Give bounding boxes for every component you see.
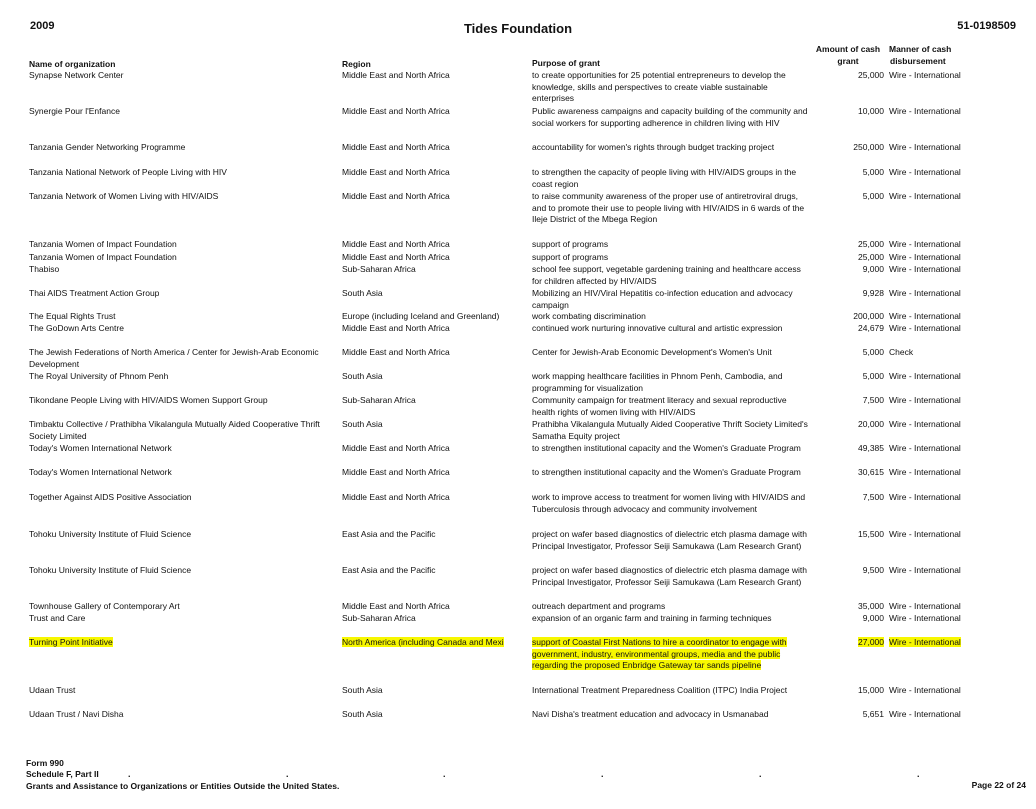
amount-cell: 9,000 [862,264,884,274]
disbursement-cell: Wire - International [889,191,961,201]
org-name-cell: The Equal Rights Trust [29,311,116,321]
amount-cell: 250,000 [853,142,884,152]
amount-cell: 20,000 [858,419,884,429]
purpose-cell: work to improve access to treatment for women living with HIV/AIDS and Tuberculosis through advocacy and community involvement [532,492,806,514]
amount-cell: 7,500 [862,395,884,405]
amount-cell: 35,000 [858,601,884,611]
column-header-amount-line1: Amount of cash [815,44,881,54]
column-header-manner [889,43,951,67]
purpose-cell: work mapping healthcare facilities in Phnom Penh, Cambodia, and programming for visualization [532,371,783,393]
disbursement-cell: Wire - International [889,288,961,298]
amount-cell: 49,385 [858,443,884,453]
org-name-cell: Tanzania National Network of People Living with HIV [29,167,227,177]
purpose-cell: project on wafer based diagnostics of dielectric etch plasma damage with Principal Investigator, Professor Seiji Samukawa (Lam Research Grant) [532,565,807,587]
org-name-cell: Together Against AIDS Positive Association [29,492,192,502]
column-header-amount-line2: grant [837,56,859,66]
org-name-cell: Udaan Trust [29,685,76,695]
region-cell: North America (including Canada and Mexi [342,637,504,647]
org-name-cell: Udaan Trust / Navi Disha [29,709,124,719]
purpose-cell: work combating discrimination [532,311,646,321]
footer-dot: . [759,769,762,779]
column-header-manner-line1: Manner of cash [889,44,952,54]
region-cell: East Asia and the Pacific [342,529,436,539]
disbursement-cell: Wire - International [889,565,961,575]
footer-dot: . [443,769,446,779]
disbursement-cell: Wire - International [889,613,961,623]
org-name-cell: The Jewish Federations of North America / Center for Jewish-Arab Economic Development [29,347,319,369]
region-cell: Middle East and North Africa [342,347,450,357]
region-cell: South Asia [342,685,383,695]
amount-cell: 5,651 [862,709,884,719]
purpose-cell: Community campaign for treatment literacy and sexual reproductive health rights of women living with HIV/AIDS [532,395,787,417]
disbursement-cell: Wire - International [889,264,961,274]
region-cell: Middle East and North Africa [342,601,450,611]
page-number: Page 22 of 24 [971,780,1026,790]
region-cell: Sub-Saharan Africa [342,613,416,623]
disbursement-cell: Wire - International [889,492,961,502]
org-name-cell: Townhouse Gallery of Contemporary Art [29,601,180,611]
purpose-cell: Center for Jewish-Arab Economic Development's Women's Unit [532,347,772,357]
region-cell: Middle East and North Africa [342,467,450,477]
region-cell: South Asia [342,371,383,381]
purpose-cell: Mobilizing an HIV/Viral Hepatitis co-infection education and advocacy campaign [532,288,793,310]
purpose-cell: to strengthen institutional capacity and the Women's Graduate Program [532,467,801,477]
purpose-cell: support of Coastal First Nations to hire a coordinator to engage with government, industry, environmental groups, media and the public regarding the proposed Enbridge Gateway tar sands pipeline [532,637,787,670]
region-cell: Sub-Saharan Africa [342,264,416,274]
region-cell: South Asia [342,419,383,429]
purpose-cell: accountability for women's rights through budget tracking project [532,142,775,152]
amount-cell: 5,000 [862,371,884,381]
org-name-cell: Tanzania Network of Women Living with HIV/AIDS [29,191,219,201]
region-cell: Middle East and North Africa [342,167,450,177]
footer-schedule-label: Schedule F, Part II [26,769,99,779]
org-name-cell: Trust and Care [29,613,86,623]
disbursement-cell: Wire - International [889,709,961,719]
region-cell: Middle East and North Africa [342,70,450,80]
footer-form-label: Form 990 [26,758,64,768]
region-cell: Middle East and North Africa [342,443,450,453]
disbursement-cell: Wire - International [889,239,961,249]
org-name-cell: Thai AIDS Treatment Action Group [29,288,160,298]
purpose-cell: project on wafer based diagnostics of dielectric etch plasma damage with Principal Investigator, Professor Seiji Samukawa (Lam Research Grant) [532,529,807,551]
disbursement-cell: Check [889,347,914,357]
purpose-cell: to create opportunities for 25 potential entrepreneurs to develop the knowledge, skills and perspectives to create viable sustainable enterprises [532,70,786,103]
amount-cell: 15,500 [858,529,884,539]
disbursement-cell: Wire - International [889,142,961,152]
org-name-cell: Synapse Network Center [29,70,124,80]
purpose-cell: school fee support, vegetable gardening training and healthcare access for children affected by HIV/AIDS [532,264,801,286]
purpose-cell: International Treatment Preparedness Coalition (ITPC) India Project [532,685,788,695]
region-cell: East Asia and the Pacific [342,565,436,575]
disbursement-cell: Wire - International [889,685,961,695]
column-header-region: Region [342,59,371,69]
footer-dot: . [286,769,289,779]
region-cell: Europe (including Iceland and Greenland) [342,311,500,321]
purpose-cell: to strengthen the capacity of people living with HIV/AIDS groups in the coast region [532,167,797,189]
amount-cell: 25,000 [858,252,884,262]
purpose-cell: to raise community awareness of the proper use of antiretroviral drugs, and to promote their use to people living with HIV/AIDS in 6 wards of the Ileje District of the Mbega Region [532,191,805,224]
amount-cell: 5,000 [862,347,884,357]
purpose-cell: to strengthen institutional capacity and the Women's Graduate Program [532,443,801,453]
disbursement-cell: Wire - International [889,252,961,262]
amount-cell: 30,615 [858,467,884,477]
org-name-cell: Today's Women International Network [29,467,172,477]
disbursement-cell: Wire - International [889,371,961,381]
footer-dot: . [128,769,131,779]
region-cell: Middle East and North Africa [342,323,450,333]
org-name-cell: Tanzania Women of Impact Foundation [29,252,177,262]
region-cell: Middle East and North Africa [342,492,450,502]
org-name-cell: Tohoku University Institute of Fluid Science [29,565,192,575]
region-cell: Middle East and North Africa [342,239,450,249]
disbursement-cell: Wire - International [889,395,961,405]
region-cell: Middle East and North Africa [342,252,450,262]
column-header-manner-line2: disbursement [890,56,946,66]
region-cell: South Asia [342,288,383,298]
purpose-cell: continued work nurturing innovative cultural and artistic expression [532,323,783,333]
column-header-amount [812,43,884,67]
amount-cell: 200,000 [853,311,884,321]
footer-dot: . [601,769,604,779]
org-name-cell: Timbaktu Collective / Prathibha Vikalangula Mutually Aided Cooperative Thrift Society Limited [29,419,320,441]
disbursement-cell: Wire - International [889,443,961,453]
amount-cell: 5,000 [862,167,884,177]
disbursement-cell: Wire - International [889,323,961,333]
form-header-year: 2009 [30,20,55,32]
amount-cell: 25,000 [858,239,884,249]
amount-cell: 27,000 [858,637,884,647]
purpose-cell: Prathibha Vikalangula Mutually Aided Cooperative Thrift Society Limited's Samatha Equity project [532,419,808,441]
purpose-cell: support of programs [532,252,609,262]
footer-dot: . [917,769,920,779]
purpose-cell: expansion of an organic farm and training in farming techniques [532,613,772,623]
org-name-cell: Synergie Pour l'Enfance [29,106,120,116]
disbursement-cell: Wire - International [889,601,961,611]
amount-cell: 24,679 [858,323,884,333]
purpose-cell: Navi Disha's treatment education and advocacy in Usmanabad [532,709,769,719]
column-header-purpose: Purpose of grant [532,58,601,68]
disbursement-cell: Wire - International [889,529,961,539]
disbursement-cell: Wire - International [889,70,961,80]
disbursement-cell: Wire - International [889,106,961,116]
purpose-cell: support of programs [532,239,609,249]
org-name-cell: Turning Point Initiative [29,637,113,647]
disbursement-cell: Wire - International [889,167,961,177]
amount-cell: 5,000 [862,191,884,201]
region-cell: Middle East and North Africa [342,106,450,116]
region-cell: Middle East and North Africa [342,191,450,201]
purpose-cell: outreach department and programs [532,601,666,611]
org-name-cell: The Royal University of Phnom Penh [29,371,169,381]
amount-cell: 7,500 [862,492,884,502]
form-header-title: Tides Foundation [463,21,573,36]
disbursement-cell: Wire - International [889,419,961,429]
org-name-cell: Today's Women International Network [29,443,172,453]
purpose-cell: Public awareness campaigns and capacity building of the community and social workers for supporting adherence in children living with HIV [532,106,808,128]
org-name-cell: Thabiso [29,264,60,274]
region-cell: Sub-Saharan Africa [342,395,416,405]
org-name-cell: The GoDown Arts Centre [29,323,124,333]
form-header-ein: 51-0198509 [957,20,1016,32]
amount-cell: 9,500 [862,565,884,575]
disbursement-cell: Wire - International [889,311,961,321]
column-header-name: Name of organization [29,59,116,69]
amount-cell: 25,000 [858,70,884,80]
disbursement-cell: Wire - International [889,637,961,647]
org-name-cell: Tanzania Women of Impact Foundation [29,239,177,249]
org-name-cell: Tohoku University Institute of Fluid Science [29,529,192,539]
org-name-cell: Tanzania Gender Networking Programme [29,142,186,152]
amount-cell: 9,000 [862,613,884,623]
amount-cell: 10,000 [858,106,884,116]
footer-description: Grants and Assistance to Organizations or Entities Outside the United States. [26,781,340,791]
amount-cell: 9,928 [862,288,884,298]
region-cell: South Asia [342,709,383,719]
amount-cell: 15,000 [858,685,884,695]
region-cell: Middle East and North Africa [342,142,450,152]
org-name-cell: Tikondane People Living with HIV/AIDS Women Support Group [29,395,268,405]
disbursement-cell: Wire - International [889,467,961,477]
